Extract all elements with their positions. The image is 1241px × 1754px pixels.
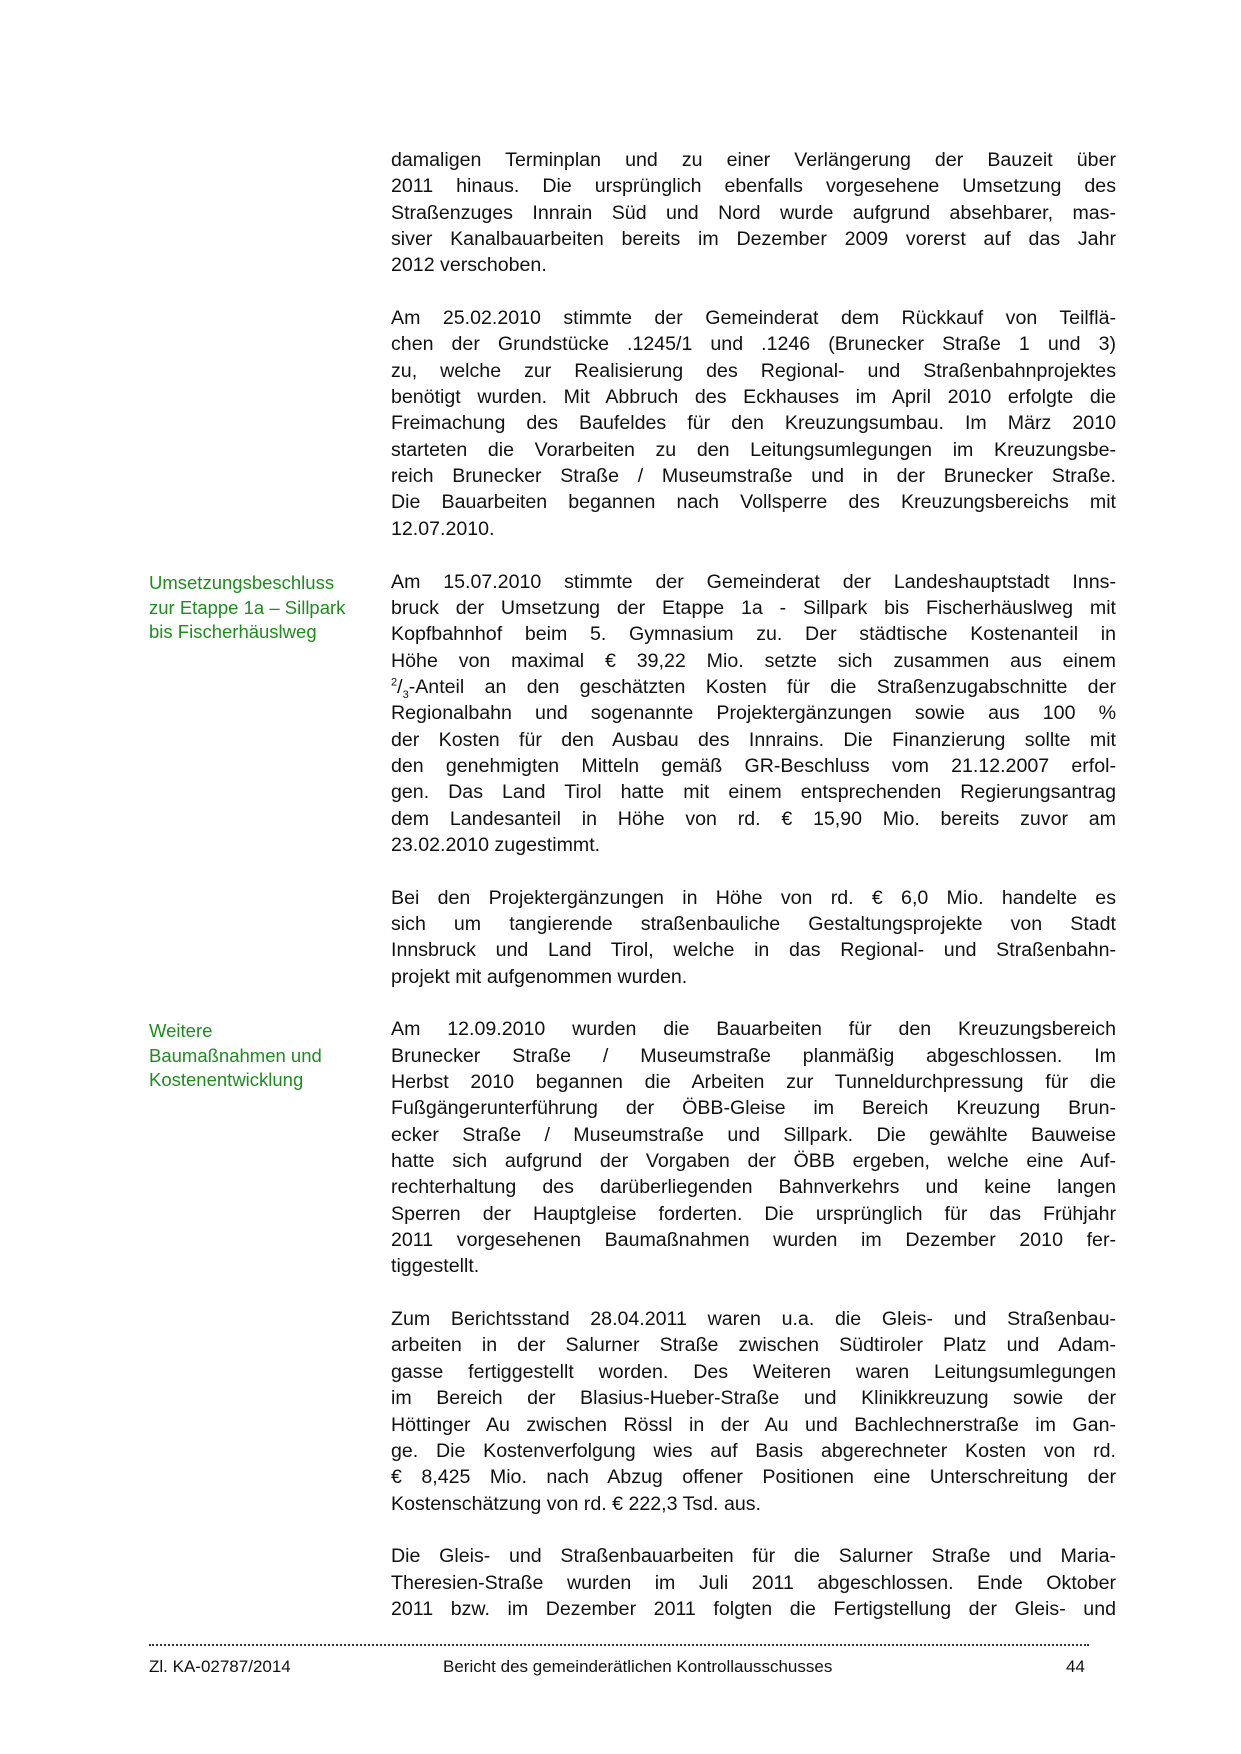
paragraph: [391, 1306, 1116, 1517]
text-line: Fußgängerunterführung der ÖBB-Gleise im Bereich Kreuzung Brun-: [391, 1097, 1116, 1120]
paragraph: [391, 569, 1116, 859]
text-line: 2012 verschoben.: [391, 254, 547, 277]
footer-title: Bericht des gemeinderätlichen Kontrollausschusses: [443, 1657, 833, 1676]
text-line: 2011 hinaus. Die ursprünglich ebenfalls vorgesehene Umsetzung des: [391, 175, 1116, 198]
text-line: zu, welche zur Realisierung des Regional- und Straßenbahnprojektes: [391, 359, 1116, 382]
text-line: Kopfbahnhof beim 5. Gymnasium zu. Der städtische Kostenanteil in: [391, 623, 1116, 646]
margin-note-line: Weitere: [149, 1020, 213, 1041]
text-line: Am 25.02.2010 stimmte der Gemeinderat dem Rückkauf von Teilflä-: [391, 307, 1116, 330]
text-line: Theresien-Straße wurden im Juli 2011 abgeschlossen. Ende Oktober: [391, 1571, 1116, 1594]
text-line: arbeiten in der Salurner Straße zwischen Südtiroler Platz und Adam-: [391, 1334, 1116, 1357]
text-line: im Bereich der Blasius-Hueber-Straße und Klinikkreuzung sowie der: [391, 1387, 1116, 1410]
paragraph-gap: [391, 1280, 1116, 1306]
paragraph: [391, 1543, 1116, 1622]
text-line: Sperren der Hauptgleise forderten. Die ursprünglich für das Frühjahr: [391, 1202, 1116, 1225]
paragraph-gap: [391, 1517, 1116, 1543]
text-line: der Kosten für den Ausbau des Innrains. Die Finanzierung sollte mit: [391, 728, 1116, 751]
text-line: sich um tangierende straßenbauliche Gestaltungsprojekte von Stadt: [391, 912, 1116, 935]
text-line: tiggestellt.: [391, 1255, 480, 1278]
text-line: ge. Die Kostenverfolgung wies auf Basis abgerechneter Kosten von rd.: [391, 1439, 1116, 1462]
text-line: Innsbruck und Land Tirol, welche in das Regional- und Straßenbahn-: [391, 939, 1116, 962]
paragraph-gap: [391, 858, 1116, 884]
margin-note-line: bis Fischerhäuslweg: [149, 621, 317, 642]
text-line: ecker Straße / Museumstraße und Sillpark. Die gewählte Bauweise: [391, 1123, 1116, 1146]
text-line: gasse fertiggestellt worden. Des Weiteren waren Leitungsumlegungen: [391, 1360, 1116, 1383]
text-line: den genehmigten Mitteln gemäß GR-Beschluss vom 21.12.2007 erfol-: [391, 754, 1116, 777]
text-line: Höttinger Au zwischen Rössl in der Au und Bachlechnerstraße im Gan-: [391, 1413, 1116, 1436]
text-line: 12.07.2010.: [391, 517, 495, 540]
paragraph: [391, 1016, 1116, 1279]
text-line: Am 12.09.2010 wurden die Bauarbeiten für den Kreuzungsbereich: [391, 1018, 1116, 1041]
text-line: bruck der Umsetzung der Etappe 1a - Sillpark bis Fischerhäuslweg mit: [391, 596, 1116, 619]
text-line: starteten die Vorarbeiten zu den Leitungsumlegungen im Kreuzungsbe-: [391, 438, 1116, 461]
margin-note-line: Umsetzungsbeschluss: [149, 572, 335, 593]
footer-divider: [149, 1640, 1089, 1646]
text-line: Bei den Projektergänzungen in Höhe von rd. € 6,0 Mio. handelte es: [391, 886, 1116, 909]
fraction-part: 2: [391, 676, 398, 689]
fraction-part: 3: [402, 688, 409, 701]
text-line: € 8,425 Mio. nach Abzug offener Positionen eine Unterschreitung der: [391, 1466, 1116, 1489]
text-line: rechterhaltung des darüberliegenden Bahnverkehrs und keine langen: [391, 1176, 1116, 1199]
text-line: 2011 vorgesehenen Baumaßnahmen wurden im Dezember 2010 fer-: [391, 1229, 1116, 1252]
text-line: dem Landesanteil in Höhe von rd. € 15,90 Mio. bereits zuvor am: [391, 807, 1116, 830]
text-line: Herbst 2010 begannen die Arbeiten zur Tunneldurchpressung für die: [391, 1071, 1116, 1094]
paragraph-gap: [391, 990, 1116, 1016]
text-line: Freimachung des Baufeldes für den Kreuzungsumbau. Im März 2010: [391, 412, 1116, 435]
text-line: Die Bauarbeiten begannen nach Vollsperre des Kreuzungsbereichs mit: [391, 491, 1116, 514]
page-number: 44: [1066, 1657, 1085, 1676]
text-line: $^2/_3$-Anteil an den geschätzten Kosten für die Straßenzugabschnitte der: [391, 675, 1116, 701]
margin-note-line: Baumaßnahmen und: [149, 1044, 322, 1066]
paragraph-gap: [391, 542, 1116, 568]
text-line: hatte sich aufgrund der Vorgaben der ÖBB ergeben, welche eine Auf-: [391, 1150, 1116, 1173]
text-line: Die Gleis- und Straßenbauarbeiten für die Salurner Straße und Maria-: [391, 1545, 1116, 1568]
text-line: Straßenzuges Innrain Süd und Nord wurde aufgrund absehbarer, mas-: [391, 201, 1116, 224]
text-line: damaligen Terminplan und zu einer Verlängerung der Bauzeit über: [391, 149, 1116, 171]
text-line: benötigt wurden. Mit Abbruch des Eckhauses im April 2010 erfolgte die: [391, 386, 1116, 409]
body-text: [391, 147, 1116, 1622]
text-line: 23.02.2010 zugestimmt.: [391, 833, 601, 856]
fraction-part: -Anteil an den geschätzten Kosten für die Straßenzugabschnitte der: [408, 675, 1116, 698]
margin-note-weitere-baumassnahmen: [149, 1019, 389, 1093]
margin-note-umsetzungsbeschluss: [149, 571, 389, 645]
text-line: reich Brunecker Straße / Museumstraße und in der Brunecker Straße.: [391, 465, 1116, 488]
text-line: 2011 bzw. im Dezember 2011 folgten die Fertigstellung der Gleis- und: [391, 1597, 1116, 1620]
text-line: Brunecker Straße / Museumstraße planmäßig abgeschlossen. Im: [391, 1044, 1116, 1067]
text-line: Regionalbahn und sogenannte Projektergänzungen sowie aus 100 %: [391, 702, 1116, 725]
paragraph: [391, 305, 1116, 542]
paragraph-gap: [391, 279, 1116, 305]
text-line: Höhe von maximal € 39,22 Mio. setzte sich zusammen aus einem: [391, 649, 1116, 672]
text-line: Kostenschätzung von rd. € 222,3 Tsd. aus.: [391, 1492, 761, 1515]
text-line: Am 15.07.2010 stimmte der Gemeinderat der Landeshauptstadt Inns-: [391, 570, 1116, 593]
text-line: Zum Berichtsstand 28.04.2011 waren u.a. die Gleis- und Straßenbau-: [391, 1308, 1116, 1331]
margin-note-line: Kostenentwicklung: [149, 1069, 304, 1090]
text-line: siver Kanalbauarbeiten bereits im Dezember 2009 vorerst auf das Jahr: [391, 228, 1116, 251]
text-line: gen. Das Land Tirol hatte mit einem entsprechenden Regierungsantrag: [391, 781, 1116, 804]
text-line: chen der Grundstücke .1245/1 und .1246 (Brunecker Straße 1 und 3): [391, 333, 1116, 356]
footer-reference: Zl. KA-02787/2014: [149, 1657, 291, 1676]
text-line: projekt mit aufgenommen wurden.: [391, 965, 688, 988]
margin-note-line: zur Etappe 1a – Sillpark: [149, 596, 346, 618]
paragraph: [391, 885, 1116, 990]
paragraph: [391, 147, 1116, 279]
